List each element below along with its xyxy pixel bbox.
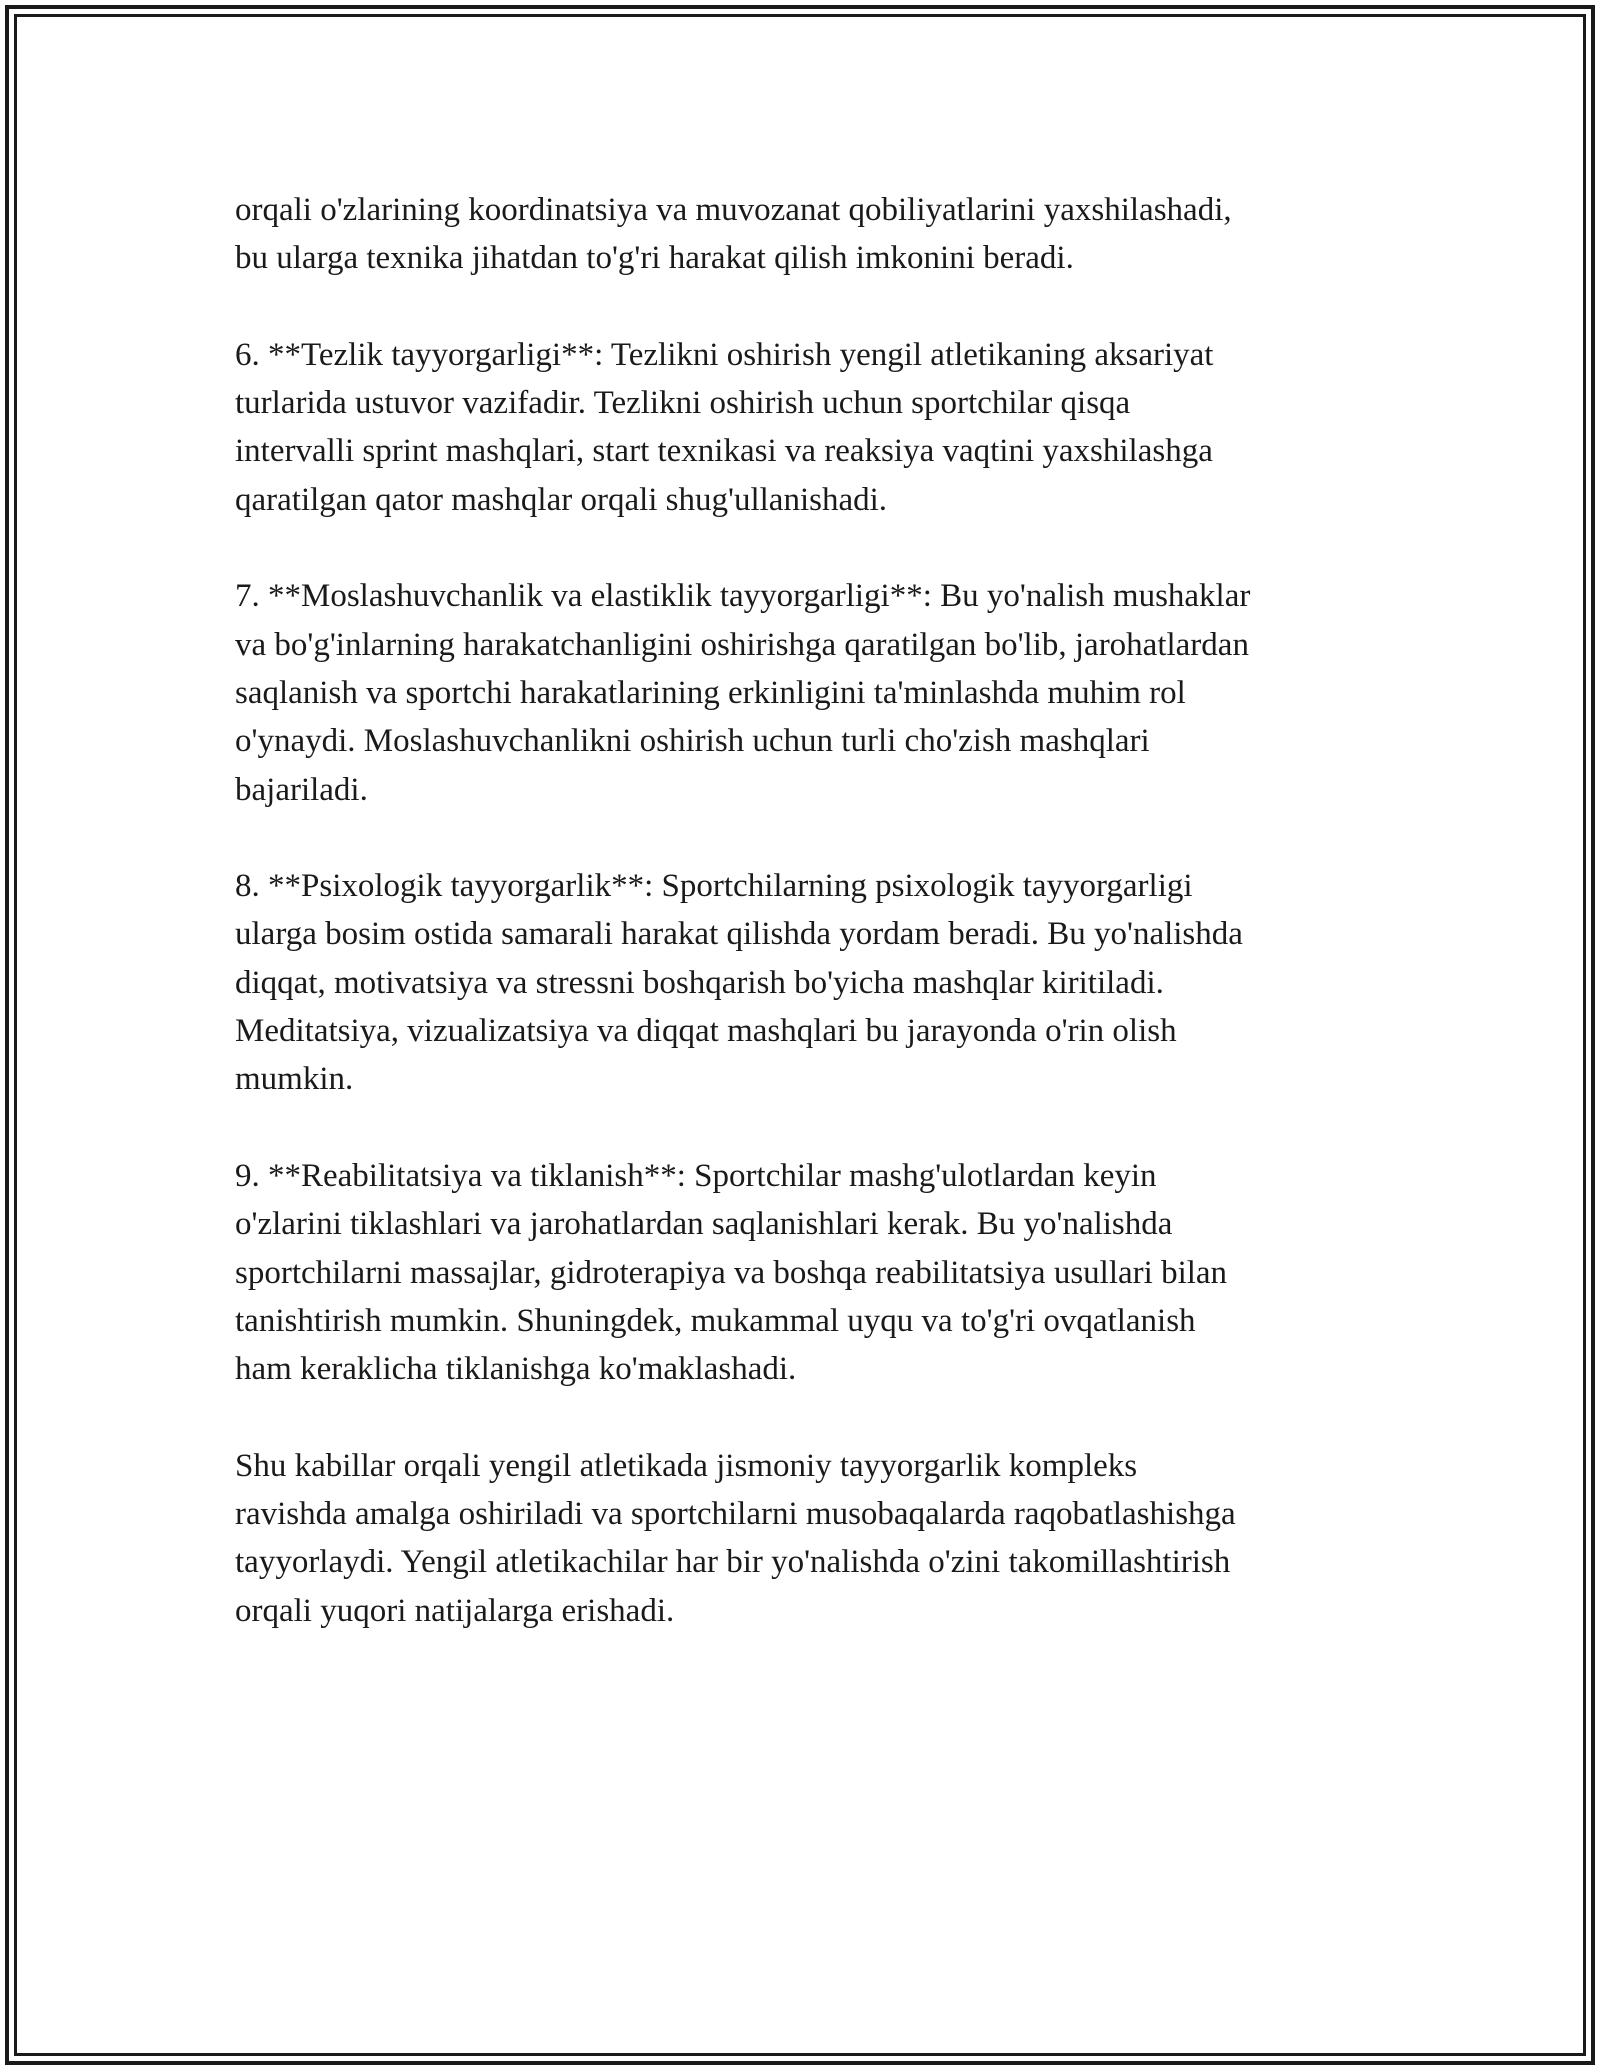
text-line: o'ynaydi. Moslashuvchanlikni oshirish uchun turli cho'zish mashqlari (235, 723, 1150, 760)
text-line: ravishda amalga oshiriladi va sportchilarni musobaqalarda raqobatlashishga (235, 1496, 1236, 1533)
text-line: Shu kabillar orqali yengil atletikada jismoniy tayyorgarlik kompleks (235, 1447, 1138, 1484)
text-line: intervalli sprint mashqlari, start texnikasi va reaksiya vaqtini yaxshilashga (235, 433, 1213, 470)
document-body (235, 186, 1395, 1683)
text-line: 7. **Moslashuvchanlik va elastiklik tayyorgarligi**: Bu yo'nalish mushaklar (235, 578, 1251, 615)
text-line: bu ularga texnika jihatdan to'g'ri harakat qilish imkonini beradi. (235, 240, 1074, 277)
text-line: 6. **Tezlik tayyorgarligi**: Tezlikni oshirish yengil atletikaning aksariyat (235, 336, 1214, 373)
text-line: 9. **Reabilitatsiya va tiklanish**: Sportchilar mashg'ulotlardan keyin (235, 1157, 1157, 1194)
text-line: o'zlarini tiklashlari va jarohatlardan saqlanishlari kerak. Bu yo'nalishda (235, 1206, 1173, 1243)
text-line: tayyorlaydi. Yengil atletikachilar har bir yo'nalishda o'zini takomillashtirish (235, 1544, 1231, 1581)
text-line: turlarida ustuvor vazifadir. Tezlikni oshirish uchun sportchilar qisqa (235, 385, 1131, 422)
text-line: tanishtirish mumkin. Shuningdek, mukammal uyqu va to'g'ri ovqatlanish (235, 1302, 1196, 1339)
text-line: Meditatsiya, vizualizatsiya va diqqat mashqlari bu jarayonda o'rin olish (235, 1013, 1177, 1050)
text-line: orqali o'zlarining koordinatsiya va muvozanat qobiliyatlarini yaxshilashadi, (235, 192, 1232, 228)
paragraph-conclusion (235, 1442, 1395, 1635)
text-line: ularga bosim ostida samarali harakat qilishda yordam beradi. Bu yo'nalishda (235, 916, 1243, 953)
paragraph-intro-continuation (235, 186, 1395, 283)
paragraph-speed-training (235, 331, 1395, 524)
paragraph-psychological-training (235, 862, 1395, 1103)
text-line: bajariladi. (235, 771, 368, 808)
text-line: mumkin. (235, 1061, 354, 1098)
text-line: va bo'g'inlarning harakatchanligini oshirishga qaratilgan bo'lib, jarohatlardan (235, 626, 1249, 663)
text-line: qaratilgan qator mashqlar orqali shug'ullanishadi. (235, 481, 888, 518)
text-line: orqali yuqori natijalarga erishadi. (235, 1592, 675, 1629)
text-line: ham keraklicha tiklanishga ko'maklashadi. (235, 1351, 797, 1388)
text-line: 8. **Psixologik tayyorgarlik**: Sportchilarning psixologik tayyorgarligi (235, 868, 1193, 905)
text-line: saqlanish va sportchi harakatlarining erkinligini ta'minlashda muhim rol (235, 674, 1186, 711)
text-line: diqqat, motivatsiya va stressni boshqarish bo'yicha mashqlar kiritiladi. (235, 964, 1164, 1001)
paragraph-flexibility-training (235, 572, 1395, 813)
text-line: sportchilarni massajlar, gidroterapiya va boshqa reabilitatsiya usullari bilan (235, 1254, 1228, 1291)
paragraph-rehabilitation (235, 1152, 1395, 1393)
